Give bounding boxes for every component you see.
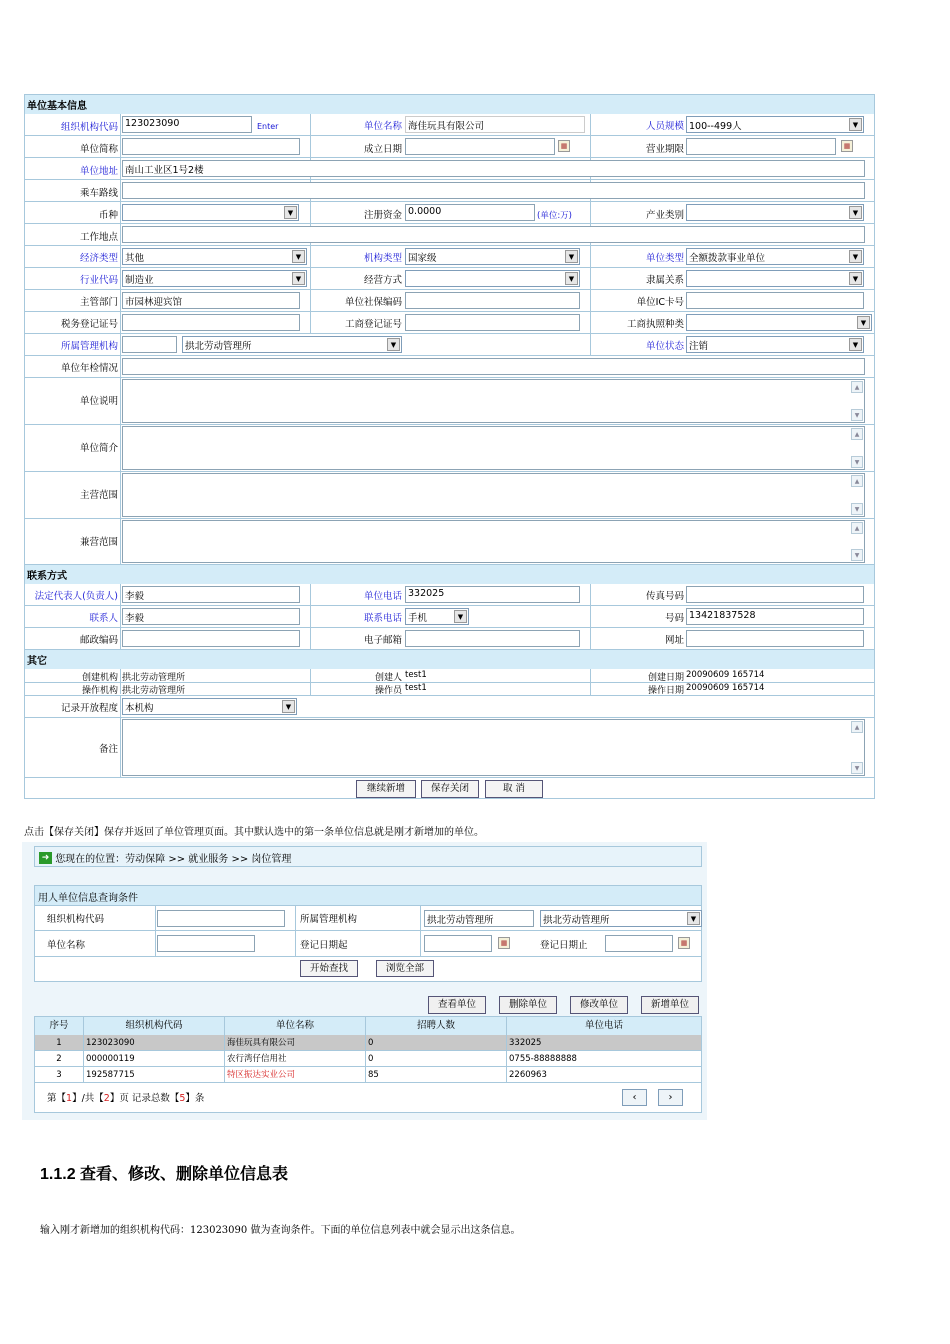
unit-table	[34, 1016, 702, 1113]
dept-label: 主管部门	[79, 297, 118, 308]
chevron-down-icon: ▼	[849, 118, 862, 131]
affiliation-label: 隶属关系	[645, 275, 684, 286]
website-input[interactable]	[686, 630, 864, 647]
intro-textarea[interactable]: ▲ ▼	[122, 426, 865, 470]
industry-type-select[interactable]	[686, 204, 864, 221]
breadcrumb-text: 您现在的位置：劳动保障 >> 就业服务 >> 岗位管理	[55, 854, 292, 865]
doc-paragraph-2: 输入刚才新增加的组织机构代码：123023090 做为查询条件。下面的单位信息列表中就会显示出这条信息。	[40, 1225, 521, 1236]
creator-value: test1	[405, 670, 427, 680]
table-cell: 2260963	[507, 1067, 701, 1083]
calendar-icon[interactable]: ▦	[498, 937, 510, 949]
main-scope-label: 主营范围	[79, 490, 118, 501]
q-date-from-input[interactable]	[424, 935, 492, 952]
q-mgmt-label: 所属管理机构	[300, 914, 358, 925]
col-header: 单位名称	[225, 1017, 366, 1035]
unit-status-label: 单位状态	[645, 341, 684, 352]
legal-rep-label: 法定代表人(负责人)	[34, 591, 118, 602]
remark-label: 备注	[98, 744, 118, 755]
save-close-button[interactable]: 保存关闭	[421, 780, 479, 798]
op-org-value: 拱北劳动管理所	[122, 686, 186, 696]
create-org-value: 拱北劳动管理所	[122, 673, 186, 683]
annual-label: 单位年检情况	[60, 363, 118, 374]
side-scope-label: 兼营范围	[79, 537, 118, 548]
unit-name-input[interactable]: 海佳玩具有限公司	[405, 116, 585, 133]
unit-info-form	[24, 94, 875, 799]
q-unit-name-label: 单位名称	[47, 940, 86, 951]
doc-paragraph: 点击【保存关闭】保存并返回了单位管理页面。其中默认选中的第一条单位信息就是刚才新增加的单位。	[24, 827, 484, 838]
phone-no-label: 号码	[664, 613, 684, 624]
browse-all-button[interactable]: 浏览全部	[376, 960, 434, 977]
unit-type-label: 单位类型	[645, 253, 684, 264]
tax-no-input[interactable]	[122, 314, 300, 331]
industry-code-label: 行业代码	[79, 275, 118, 286]
chevron-down-icon: ▼	[857, 316, 870, 329]
route-label: 乘车路线	[79, 188, 118, 199]
ic-card-input[interactable]	[686, 292, 864, 309]
chevron-down-icon: ▼	[292, 250, 305, 263]
main-scope-textarea[interactable]: ▲ ▼	[122, 473, 865, 517]
search-button[interactable]: 开始查找	[300, 960, 358, 977]
chevron-down-icon: ▼	[849, 272, 862, 285]
table-cell: 0	[366, 1051, 507, 1067]
remark-textarea[interactable]: ▲ ▼	[122, 719, 865, 776]
contact-label: 联系人	[89, 613, 118, 624]
delete-unit-button[interactable]: 删除单位	[499, 996, 557, 1014]
biz-mode-label: 经营方式	[363, 275, 402, 286]
creator-label: 创建人	[374, 673, 402, 683]
create-date-label: 创建日期	[647, 673, 684, 683]
legal-rep-input[interactable]: 李毅	[122, 586, 300, 603]
create-date-value: 20090609 165714	[686, 670, 765, 680]
table-cell: 2	[35, 1051, 84, 1067]
table-cell: 000000119	[84, 1051, 225, 1067]
table-cell: 1	[35, 1035, 84, 1051]
mgmt-org-select[interactable]: 拱北劳动管理所 ▼	[182, 336, 402, 353]
q-unit-name-input[interactable]	[157, 935, 255, 952]
unit-type-select[interactable]: 全额拨款事业单位 ▼	[686, 248, 864, 265]
table-cell: 123023090	[84, 1035, 225, 1051]
route-input[interactable]	[122, 182, 865, 199]
add-unit-button[interactable]: 新增单位	[641, 996, 699, 1014]
tax-no-label: 税务登记证号	[60, 319, 118, 330]
table-cell: 85	[366, 1067, 507, 1083]
chevron-down-icon: ▼	[849, 338, 862, 351]
section-contact: 联系方式	[25, 565, 874, 584]
org-type-select[interactable]: 国家级 ▼	[405, 248, 580, 265]
q-date-to-input[interactable]	[605, 935, 673, 952]
biz-term-label: 营业期限	[645, 144, 684, 155]
econ-type-select[interactable]: 其他 ▼	[122, 248, 307, 265]
mgmt-org-label: 所属管理机构	[60, 341, 118, 352]
cancel-button[interactable]: 取 消	[485, 780, 543, 798]
dept-input[interactable]: 市园林迎宾馆	[122, 292, 300, 309]
zip-label: 邮政编码	[79, 635, 118, 646]
email-label: 电子邮箱	[363, 635, 402, 646]
col-header: 组织机构代码	[84, 1017, 225, 1035]
unit-status-select[interactable]: 注销 ▼	[686, 336, 864, 353]
col-header: 序号	[35, 1017, 84, 1035]
biz-term-input[interactable]	[686, 138, 836, 155]
short-name-label: 单位简称	[79, 144, 118, 155]
biz-mode-select[interactable]	[405, 270, 580, 287]
q-org-code-label: 组织机构代码	[47, 914, 105, 925]
col-header: 招聘人数	[366, 1017, 507, 1035]
currency-select[interactable]	[122, 204, 299, 221]
breadcrumb	[34, 846, 702, 867]
annual-input[interactable]	[122, 358, 865, 375]
org-code-label: 组织机构代码	[60, 122, 118, 133]
chevron-down-icon: ▼	[284, 206, 297, 219]
chevron-down-icon: ▼	[282, 700, 295, 713]
address-input[interactable]: 南山工业区1号2楼	[122, 160, 865, 177]
license-type-label: 工商执照种类	[626, 319, 684, 330]
open-level-select[interactable]: 本机构 ▼	[122, 698, 297, 715]
q-date-to-label: 登记日期止	[540, 940, 588, 951]
capital-label: 注册资金	[363, 210, 402, 221]
calendar-icon[interactable]: ▦	[678, 937, 690, 949]
section-other: 其它	[25, 650, 874, 669]
arrow-right-icon: ➜	[39, 852, 52, 864]
staff-size-select[interactable]: 100--499人 ▼	[686, 116, 864, 133]
zip-input[interactable]	[122, 630, 300, 647]
fax-label: 传真号码	[645, 591, 684, 602]
unit-phone-input[interactable]: 332025	[405, 586, 580, 603]
continue-add-button[interactable]: 继续新增	[356, 780, 416, 798]
found-date-label: 成立日期	[363, 144, 402, 155]
pager-text: 第【1】/共【2】页 记录总数【5】条	[47, 1093, 205, 1104]
capital-unit: (单位:万)	[537, 211, 572, 221]
ic-card-label: 单位IC卡号	[636, 297, 684, 308]
chevron-down-icon: ▼	[454, 610, 467, 623]
prev-page-icon[interactable]: ‹	[622, 1089, 647, 1106]
email-input[interactable]	[405, 630, 580, 647]
chevron-down-icon: ▼	[687, 912, 700, 925]
org-code-input[interactable]: 123023090	[122, 116, 252, 133]
social-code-input[interactable]	[405, 292, 580, 309]
desc-textarea[interactable]: ▲ ▼	[122, 379, 865, 423]
open-level-label: 记录开放程度	[60, 703, 118, 714]
mgmt-org-code-input[interactable]	[122, 336, 177, 353]
unit-phone-label: 单位电话	[363, 591, 402, 602]
chevron-down-icon: ▼	[565, 272, 578, 285]
industry-type-label: 产业类别	[645, 210, 684, 221]
license-type-select[interactable]	[686, 314, 872, 331]
op-date-value: 20090609 165714	[686, 683, 765, 693]
op-date-label: 操作日期	[647, 686, 684, 696]
calendar-icon[interactable]: ▦	[558, 140, 570, 152]
chevron-down-icon: ▼	[849, 250, 862, 263]
unit-name-label: 单位名称	[363, 121, 402, 132]
table-cell: 农行湾仔信用社	[225, 1051, 366, 1067]
edit-unit-button[interactable]: 修改单位	[570, 996, 628, 1014]
contact-input[interactable]: 李毅	[122, 608, 300, 625]
staff-size-label: 人员规模	[645, 121, 684, 132]
q-org-code-input[interactable]	[157, 910, 285, 927]
q-mgmt-select[interactable]: 拱北劳动管理所 ▼	[540, 910, 702, 927]
chevron-down-icon: ▼	[849, 206, 862, 219]
currency-label: 币种	[98, 210, 118, 221]
biz-reg-label: 工商登记证号	[344, 319, 402, 330]
work-place-input[interactable]	[122, 226, 865, 243]
table-cell: 0	[366, 1035, 507, 1051]
operator-value: test1	[405, 683, 427, 693]
chevron-down-icon: ▼	[565, 250, 578, 263]
website-label: 网址	[664, 635, 684, 646]
contact-phone-select[interactable]: 手机 ▼	[405, 608, 469, 625]
address-label: 单位地址	[79, 166, 118, 177]
intro-label: 单位简介	[79, 443, 118, 454]
q-mgmt-input[interactable]: 拱北劳动管理所	[424, 910, 534, 927]
work-place-label: 工作地点	[79, 232, 118, 243]
q-date-from-label: 登记日期起	[300, 940, 348, 951]
short-name-input[interactable]	[122, 138, 300, 155]
next-page-icon[interactable]: ›	[658, 1089, 683, 1106]
phone-no-input[interactable]: 13421837528	[686, 608, 864, 625]
biz-reg-input[interactable]	[405, 314, 580, 331]
org-type-label: 机构类型	[363, 253, 402, 264]
view-unit-button[interactable]: 查看单位	[428, 996, 486, 1014]
side-scope-textarea[interactable]: ▲ ▼	[122, 520, 865, 563]
op-org-label: 操作机构	[81, 686, 118, 696]
table-cell: 192587715	[84, 1067, 225, 1083]
col-header: 单位电话	[507, 1017, 701, 1035]
industry-code-select[interactable]: 制造业 ▼	[122, 270, 307, 287]
table-cell: 海佳玩具有限公司	[225, 1035, 366, 1051]
section-heading: 1.1.2 查看、修改、删除单位信息表	[40, 1166, 289, 1183]
capital-input[interactable]: 0.0000	[405, 204, 535, 221]
econ-type-label: 经济类型	[79, 253, 118, 264]
chevron-down-icon: ▼	[292, 272, 305, 285]
query-title: 用人单位信息查询条件	[35, 886, 701, 906]
fax-input[interactable]	[686, 586, 864, 603]
create-org-label: 创建机构	[81, 673, 118, 683]
operator-label: 操作员	[374, 686, 402, 696]
table-cell: 0755-88888888	[507, 1051, 701, 1067]
affiliation-select[interactable]	[686, 270, 864, 287]
found-date-input[interactable]	[405, 138, 555, 155]
org-code-hint: Enter	[257, 122, 279, 131]
calendar-icon[interactable]: ▦	[841, 140, 853, 152]
social-code-label: 单位社保编码	[344, 297, 402, 308]
section-basic: 单位基本信息	[25, 95, 874, 114]
table-cell: 332025	[507, 1035, 701, 1051]
query-panel	[34, 885, 702, 982]
contact-phone-label: 联系电话	[363, 613, 402, 624]
chevron-down-icon: ▼	[387, 338, 400, 351]
desc-label: 单位说明	[79, 396, 118, 407]
table-cell: 3	[35, 1067, 84, 1083]
table-cell: 特区振达实业公司	[225, 1067, 366, 1083]
